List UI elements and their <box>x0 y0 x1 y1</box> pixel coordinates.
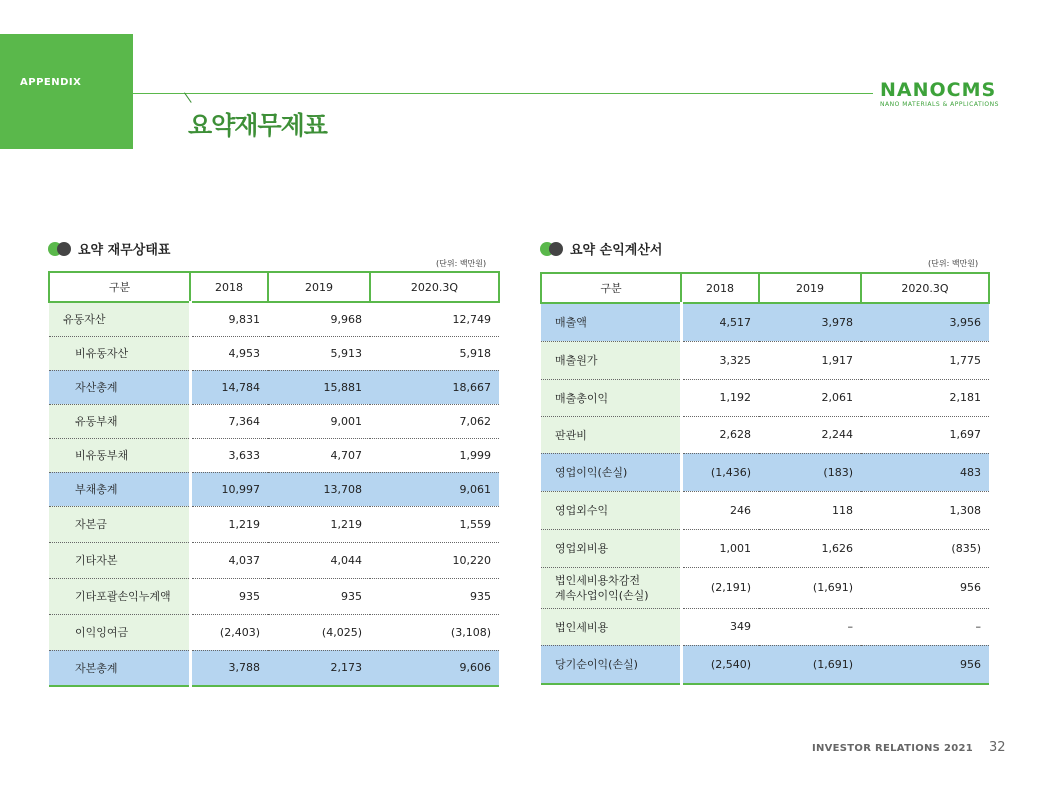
header-divider <box>133 93 873 94</box>
table-cell: 2,061 <box>759 379 861 416</box>
table-header-row <box>541 273 989 303</box>
page-number: 32 <box>989 740 1006 755</box>
table-cell: 4,953 <box>190 336 268 370</box>
balance-sheet-table <box>48 271 500 687</box>
table-cell: – <box>861 608 989 645</box>
table-cell: 956 <box>861 645 989 684</box>
logo-tagline: NANO MATERIALS & APPLICATIONS <box>880 101 999 108</box>
row-label: 법인세비용 <box>541 608 681 645</box>
column-header: 구분 <box>49 272 190 302</box>
table-cell: 9,831 <box>190 302 268 336</box>
table-cell: 18,667 <box>370 370 499 404</box>
column-header: 2018 <box>190 272 268 302</box>
table-cell: 118 <box>759 491 861 529</box>
table-row <box>541 416 989 453</box>
table-cell: 3,956 <box>861 303 989 341</box>
table-cell: 4,707 <box>268 438 370 472</box>
table-row <box>541 453 989 491</box>
table-cell: (4,025) <box>268 614 370 650</box>
table-cell: (2,191) <box>681 567 759 608</box>
column-header: 2019 <box>759 273 861 303</box>
table-cell: 9,001 <box>268 404 370 438</box>
table-cell: 10,220 <box>370 542 499 578</box>
row-label <box>541 567 681 608</box>
table-cell: (2,403) <box>190 614 268 650</box>
column-header: 2020.3Q <box>861 273 989 303</box>
table-row <box>49 542 499 578</box>
table-row <box>49 506 499 542</box>
table-row <box>49 438 499 472</box>
table-cell: 1,001 <box>681 529 759 567</box>
table-row <box>541 529 989 567</box>
table-cell: 1,775 <box>861 341 989 379</box>
table-cell: 3,325 <box>681 341 759 379</box>
income-statement-unit: (단위: 백만원) <box>928 259 979 268</box>
table-cell: 1,999 <box>370 438 499 472</box>
table-cell: 2,628 <box>681 416 759 453</box>
table-cell: 1,697 <box>861 416 989 453</box>
row-label: 비유동부채 <box>49 438 190 472</box>
table-cell: 956 <box>861 567 989 608</box>
table-cell: 9,061 <box>370 472 499 506</box>
row-label: 매출원가 <box>541 341 681 379</box>
table-row <box>49 370 499 404</box>
table-row <box>49 650 499 686</box>
column-header: 구분 <box>541 273 681 303</box>
table-row <box>49 614 499 650</box>
table-cell: 3,788 <box>190 650 268 686</box>
row-label: 자산총계 <box>49 370 190 404</box>
footer-label: INVESTOR RELATIONS 2021 <box>811 743 973 754</box>
table-cell: 1,219 <box>268 506 370 542</box>
table-cell: 1,192 <box>681 379 759 416</box>
row-label-line1: 법인세비용차감전 <box>555 573 641 587</box>
table-cell: 1,626 <box>759 529 861 567</box>
row-label: 영업외비용 <box>541 529 681 567</box>
row-label: 영업이익(손실) <box>541 453 681 491</box>
row-label: 매출총이익 <box>541 379 681 416</box>
table-cell: 1,219 <box>190 506 268 542</box>
table-cell: 2,181 <box>861 379 989 416</box>
table-row <box>49 472 499 506</box>
table-row <box>541 379 989 416</box>
balance-sheet-title: 요약 재무상태표 <box>48 239 170 258</box>
column-header: 2018 <box>681 273 759 303</box>
table-cell: 2,244 <box>759 416 861 453</box>
table-cell: 4,044 <box>268 542 370 578</box>
table-cell: (1,691) <box>759 645 861 684</box>
section-tag: APPENDIX <box>20 77 82 88</box>
row-label: 당기순이익(손실) <box>541 645 681 684</box>
table-row <box>49 578 499 614</box>
table-cell: – <box>759 608 861 645</box>
bullet-dots-icon <box>48 242 72 256</box>
row-label: 영업외수익 <box>541 491 681 529</box>
table-cell: 349 <box>681 608 759 645</box>
row-label: 유동자산 <box>49 302 190 336</box>
row-label: 자본금 <box>49 506 190 542</box>
row-label: 자본총계 <box>49 650 190 686</box>
table-row <box>541 645 989 684</box>
table-cell: 7,062 <box>370 404 499 438</box>
table-row <box>541 491 989 529</box>
table-cell: 5,918 <box>370 336 499 370</box>
table-cell: 935 <box>190 578 268 614</box>
table-cell: 3,978 <box>759 303 861 341</box>
row-label: 이익잉여금 <box>49 614 190 650</box>
table-cell: 5,913 <box>268 336 370 370</box>
row-label-line2: 계속사업이익(손실) <box>555 588 649 602</box>
page-title: 요약재무제표 <box>188 111 327 140</box>
company-logo <box>880 80 1012 109</box>
table-cell: (183) <box>759 453 861 491</box>
table-cell: 13,708 <box>268 472 370 506</box>
table-row <box>49 336 499 370</box>
table-cell: 4,037 <box>190 542 268 578</box>
table-cell: (835) <box>861 529 989 567</box>
table-cell: 1,559 <box>370 506 499 542</box>
row-label: 비유동자산 <box>49 336 190 370</box>
table-cell: 15,881 <box>268 370 370 404</box>
table-cell: 9,968 <box>268 302 370 336</box>
row-label: 기타포괄손익누계액 <box>49 578 190 614</box>
bullet-dots-icon <box>540 242 564 256</box>
table-cell: (2,540) <box>681 645 759 684</box>
table-row <box>541 567 989 608</box>
table-cell: 9,606 <box>370 650 499 686</box>
table-cell: 14,784 <box>190 370 268 404</box>
table-row <box>541 303 989 341</box>
table-header-row <box>49 272 499 302</box>
table-cell: (1,691) <box>759 567 861 608</box>
table-cell: 10,997 <box>190 472 268 506</box>
column-header: 2020.3Q <box>370 272 499 302</box>
row-label: 유동부채 <box>49 404 190 438</box>
logo-name: NANOCMS <box>880 79 997 101</box>
balance-sheet-unit: (단위: 백만원) <box>436 259 487 268</box>
row-label: 기타자본 <box>49 542 190 578</box>
table-cell: (3,108) <box>370 614 499 650</box>
table-cell: 246 <box>681 491 759 529</box>
table-cell: 935 <box>268 578 370 614</box>
table-cell: 3,633 <box>190 438 268 472</box>
table-row <box>541 608 989 645</box>
table-cell: 7,364 <box>190 404 268 438</box>
column-header: 2019 <box>268 272 370 302</box>
income-statement-table <box>540 272 990 685</box>
header-green-block <box>0 34 133 149</box>
table-row <box>541 341 989 379</box>
table-cell: 483 <box>861 453 989 491</box>
row-label: 판관비 <box>541 416 681 453</box>
table-cell: 2,173 <box>268 650 370 686</box>
row-label: 부채총계 <box>49 472 190 506</box>
table-cell: 12,749 <box>370 302 499 336</box>
table-cell: 1,917 <box>759 341 861 379</box>
row-label: 매출액 <box>541 303 681 341</box>
income-statement-title: 요약 손익계산서 <box>540 239 662 258</box>
table-cell: 935 <box>370 578 499 614</box>
table-cell: (1,436) <box>681 453 759 491</box>
table-cell: 1,308 <box>861 491 989 529</box>
table-row <box>49 404 499 438</box>
table-row <box>49 302 499 336</box>
table-cell: 4,517 <box>681 303 759 341</box>
